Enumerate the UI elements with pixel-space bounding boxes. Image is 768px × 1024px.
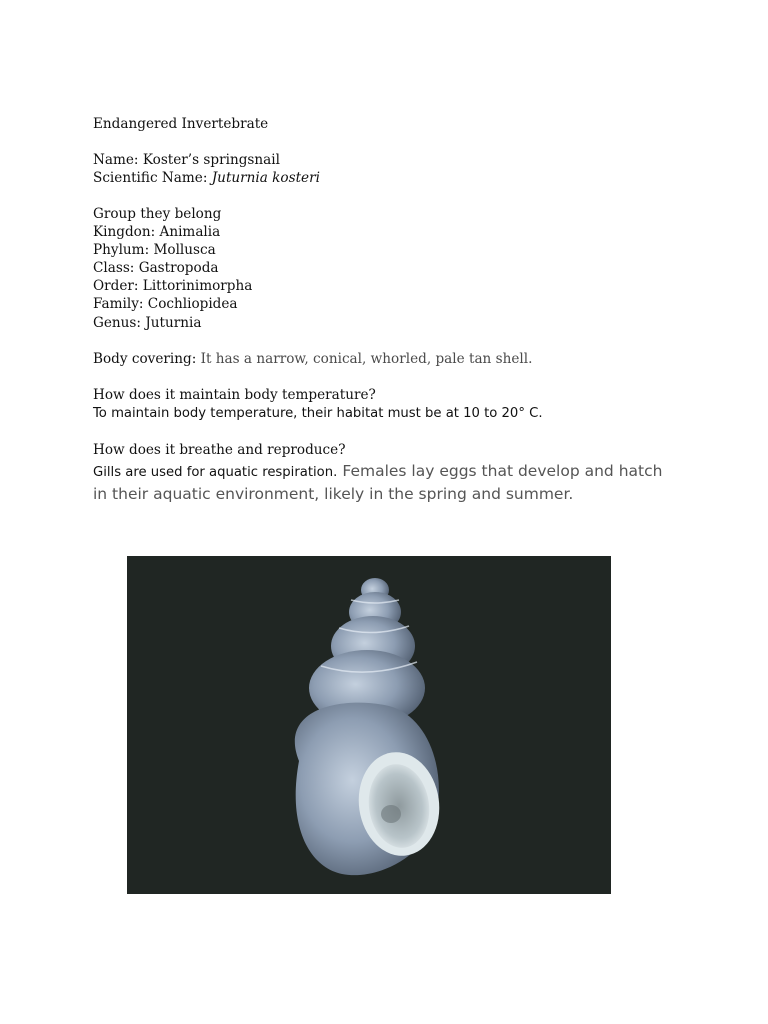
scientific-name-line [93, 169, 320, 187]
taxonomy-phylum [93, 241, 216, 259]
taxonomy-value: Cochliopidea [147, 296, 238, 312]
taxonomy-label: Order: [93, 278, 139, 294]
taxonomy-label: Class: [93, 260, 135, 276]
scientific-name-value: Juturnia kosteri [211, 170, 320, 186]
name-value: Koster’s springsnail [142, 152, 280, 168]
body-covering-label: Body covering: [93, 351, 197, 367]
breathe-answer-reproduction: Females lay eggs that develop and hatch in their aquatic environment, likely in the spring and summer. [93, 462, 663, 503]
taxonomy-value: Mollusca [153, 242, 216, 258]
group-heading: Group they belong [93, 206, 222, 222]
taxonomy-value: Animalia [159, 224, 221, 240]
snail-shell-photo [127, 556, 611, 894]
taxonomy-label: Family: [93, 296, 144, 312]
taxonomy-label: Phylum: [93, 242, 150, 258]
taxonomy-class [93, 259, 219, 277]
breathe-answer-gills: Gills are used for aquatic respiration. [93, 465, 338, 480]
scientific-name-label: Scientific Name: [93, 170, 208, 186]
name-line [93, 151, 280, 169]
taxonomy-value: Gastropoda [138, 260, 219, 276]
taxonomy-order [93, 277, 252, 295]
taxonomy-value: Littorinimorpha [142, 278, 253, 294]
breathe-question: How does it breathe and reproduce? [93, 442, 346, 458]
body-covering-value: It has a narrow, conical, whorled, pale tan shell. [200, 351, 533, 367]
taxonomy-genus [93, 314, 201, 332]
breathe-answer [93, 460, 673, 505]
taxonomy-value: Juturnia [145, 315, 202, 331]
snail-shell-image [127, 556, 611, 894]
taxonomy-label: Kingdon: [93, 224, 156, 240]
taxonomy-label: Genus: [93, 315, 141, 331]
temperature-answer: To maintain body temperature, their habitat must be at 10 to 20° C. [93, 406, 543, 421]
taxonomy-family [93, 295, 238, 313]
taxonomy-kingdom [93, 223, 220, 241]
document-heading: Endangered Invertebrate [93, 116, 269, 132]
temperature-question: How does it maintain body temperature? [93, 387, 376, 403]
name-label: Name: [93, 152, 139, 168]
body-covering-line [93, 350, 532, 368]
